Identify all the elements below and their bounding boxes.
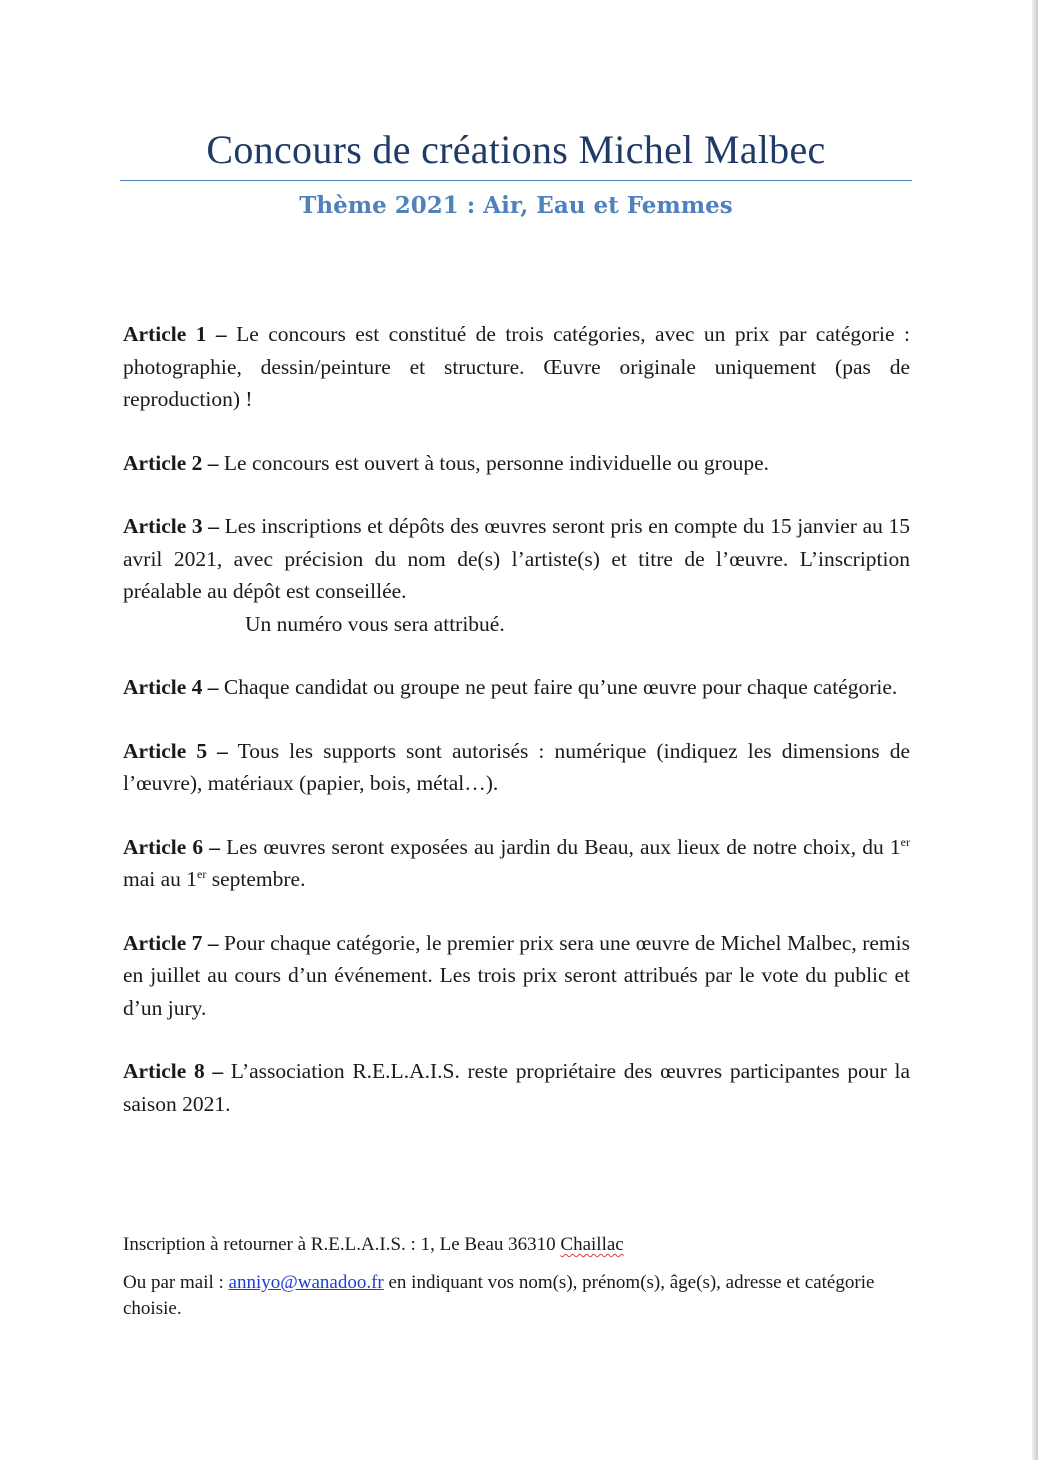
article-5 xyxy=(123,735,910,800)
article-6 xyxy=(123,831,910,896)
page-edge-shadow xyxy=(1032,0,1038,1460)
article-6-sup-b: er xyxy=(197,867,207,881)
article-6-label: Article 6 – xyxy=(123,834,221,859)
article-3-text: Les inscriptions et dépôts des œuvres seront pris en compte du 15 janvier au 15 avril 2021, avec précision du nom de(s) l’artiste(s) et titre de l’œuvre. L’inscription préalable au dépôt est conseillée. xyxy=(123,514,910,603)
article-4-label: Article 4 – xyxy=(123,675,219,699)
document-subtitle: Thème 2021 : Air, Eau et Femmes xyxy=(299,192,733,219)
email-line xyxy=(123,1270,910,1322)
article-8 xyxy=(123,1055,910,1120)
document-title: Concours de créations Michel Malbec xyxy=(206,127,826,172)
article-4-text: Chaque candidat ou groupe ne peut faire qu’une œuvre pour chaque catégorie. xyxy=(218,675,898,699)
article-3-second-line: Un numéro vous sera attribué. xyxy=(245,611,505,636)
articles-section xyxy=(123,318,910,1151)
article-3 xyxy=(123,510,910,640)
title-divider xyxy=(120,180,912,181)
article-6-text-b: mai au 1 xyxy=(123,867,198,891)
article-2 xyxy=(123,447,910,480)
article-3-label: Article 3 – xyxy=(123,514,220,538)
article-6-text-c: septembre. xyxy=(206,867,306,891)
city-name: Chaillac xyxy=(560,1234,624,1255)
article-4 xyxy=(123,671,910,704)
postal-address-text: Inscription à retourner à R.E.L.A.I.S. : 1, Le Beau 36310 xyxy=(123,1234,561,1255)
email-link[interactable]: anniyo@wanadoo.fr xyxy=(228,1272,384,1293)
article-1 xyxy=(123,318,910,416)
article-8-label: Article 8 – xyxy=(123,1059,224,1083)
email-line-suffix: en indiquant vos nom(s), prénom(s), âge(s), adresse et catégorie choisie. xyxy=(123,1272,875,1319)
article-1-text: Le concours est constitué de trois catégories, avec un prix par catégorie : photographie, dessin/peinture et structure. Œuvre originale uniquement (pas de reproduction) ! xyxy=(123,322,910,411)
article-1-label: Article 1 – xyxy=(123,322,227,346)
article-8-text: L’association R.E.L.A.I.S. reste propriétaire des œuvres participantes pour la saison 2021. xyxy=(123,1059,910,1116)
article-6-text-a: Les œuvres seront exposées au jardin du Beau, aux lieux de notre choix, du 1 xyxy=(220,834,901,859)
postal-address-line xyxy=(123,1232,910,1258)
article-6-sup-a: er xyxy=(900,834,910,849)
article-5-label: Article 5 – xyxy=(123,738,228,763)
article-7 xyxy=(123,927,910,1025)
article-5-text: Tous les supports sont autorisés : numérique (indiquez les dimensions de l’œuvre), matériaux (papier, bois, métal…). xyxy=(123,738,911,795)
article-2-label: Article 2 – xyxy=(123,450,219,475)
article-7-label: Article 7 – xyxy=(123,930,219,955)
email-line-prefix: Ou par mail : xyxy=(123,1272,229,1293)
registration-footer xyxy=(123,1232,910,1334)
article-7-text: Pour chaque catégorie, le premier prix sera une œuvre de Michel Malbec, remis en juillet au cours d’un événement. Les trois prix seront attribués par le vote du public et d’un jury. xyxy=(123,930,910,1020)
article-2-text: Le concours est ouvert à tous, personne individuelle ou groupe. xyxy=(218,450,770,475)
